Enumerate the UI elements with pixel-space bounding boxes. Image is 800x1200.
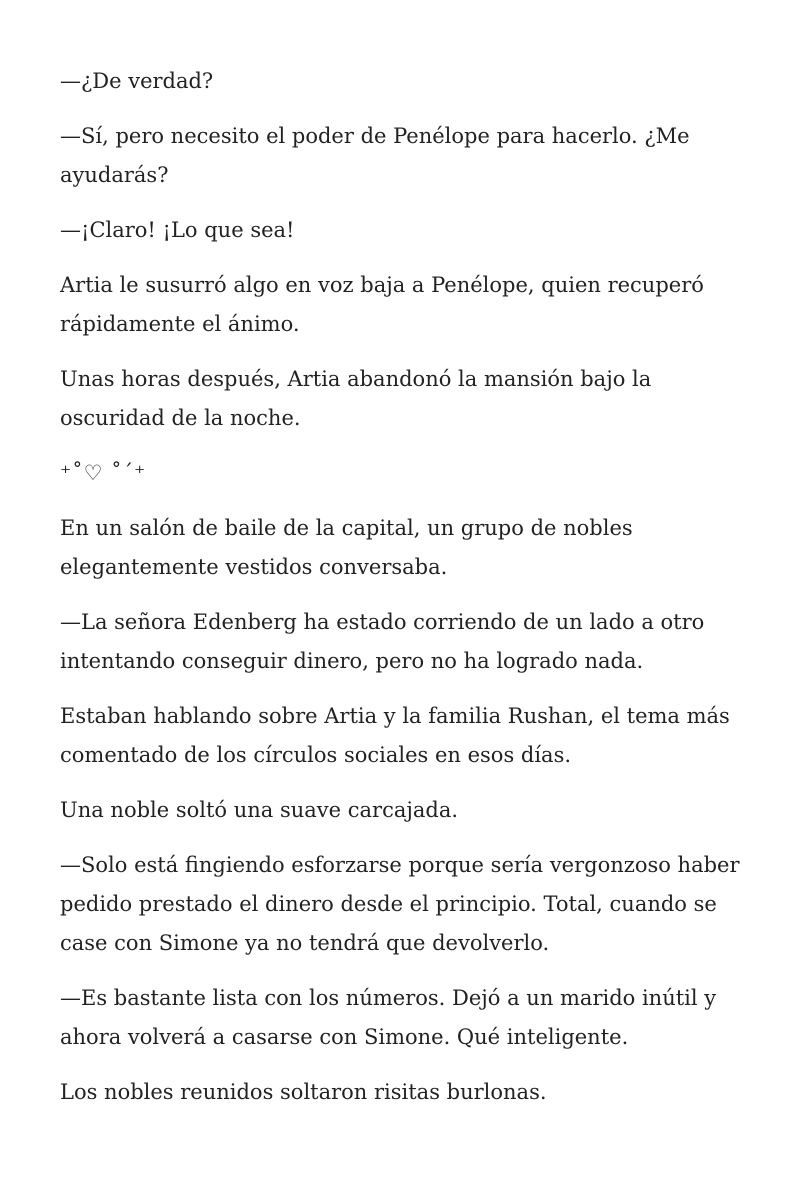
paragraph-dialogue: —Sí, pero necesito el poder de Penélope para hacerlo. ¿Me ayudarás? (60, 124, 690, 187)
paragraph-dialogue: —La señora Edenberg ha estado corriendo de un lado a otro intentando conseguir dinero, pero no ha logrado nada. (60, 610, 705, 673)
paragraph-dialogue: —¿De verdad? (60, 69, 214, 93)
document-page (60, 62, 750, 1128)
paragraph-narration: Unas horas después, Artia abandonó la mansión bajo la oscuridad de la noche. (60, 367, 652, 430)
scene-break-divider: ⁺˚♡ ˚´⁺ (60, 461, 147, 485)
paragraph-dialogue: —¡Claro! ¡Lo que sea! (60, 218, 295, 242)
paragraph-narration: En un salón de baile de la capital, un grupo de nobles elegantemente vestidos conversaba. (60, 516, 633, 579)
paragraph-dialogue: —Es bastante lista con los números. Dejó a un marido inútil y ahora volverá a casarse con Simone. Qué inteligente. (60, 986, 717, 1049)
paragraph-narration: Estaban hablando sobre Artia y la familia Rushan, el tema más comentado de los círculos sociales en esos días. (60, 704, 730, 767)
paragraph-narration: Artia le susurró algo en voz baja a Penélope, quien recuperó rápidamente el ánimo. (60, 273, 704, 336)
paragraph-narration: Los nobles reunidos soltaron risitas burlonas. (60, 1080, 547, 1104)
paragraph-dialogue: —Solo está fingiendo esforzarse porque sería vergonzoso haber pedido prestado el dinero desde el principio. Total, cuando se case con Simone ya no tendrá que devolverlo. (60, 853, 740, 955)
paragraph-narration: Una noble soltó una suave carcajada. (60, 798, 459, 822)
